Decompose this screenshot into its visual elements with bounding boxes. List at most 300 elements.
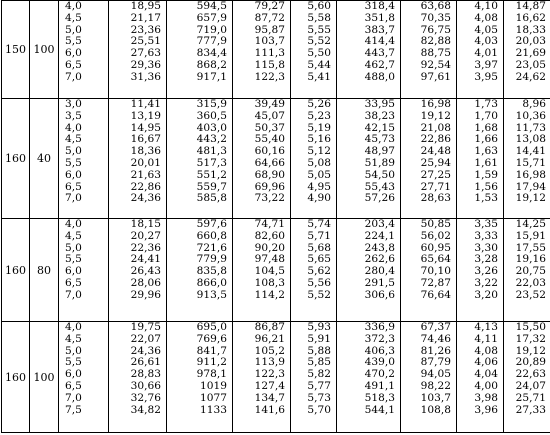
table-value: 1,53 (474, 192, 498, 205)
value-column-cell (109, 322, 167, 433)
table-value: 336,9 (364, 321, 395, 333)
value-column-cell (291, 99, 337, 219)
value-column-cell (401, 99, 457, 219)
value-column-cell (504, 219, 550, 322)
table-value: 4,0 (65, 0, 82, 12)
value-column-cell (457, 322, 504, 433)
table-value: 470,2 (364, 368, 395, 381)
value-column-cell (504, 322, 550, 433)
table-value: 6,0 (65, 47, 82, 60)
table-value: 4,05 (474, 23, 498, 36)
value-column-cell (504, 99, 550, 219)
table-value: 113,9 (254, 356, 285, 369)
value-column-cell (401, 219, 457, 322)
table-value: 1,70 (474, 109, 498, 122)
table-value: 87,72 (254, 11, 285, 24)
table-value: 20,27 (130, 229, 161, 242)
table-value: 4,5 (65, 11, 82, 24)
table-value: 97,48 (254, 253, 285, 266)
table-value: 70,35 (420, 11, 451, 24)
table-value: 76,64 (420, 288, 451, 301)
table-value: 81,26 (420, 344, 451, 357)
table-value: 5,41 (307, 70, 331, 83)
table-value: 5,5 (65, 35, 82, 48)
table-value: 262,6 (364, 253, 395, 266)
table-value: 4,5 (65, 133, 82, 146)
table-value: 74,71 (254, 218, 285, 230)
table-value: 5,12 (307, 145, 331, 158)
table-value: 18,15 (130, 218, 161, 230)
table-value: 16,62 (515, 11, 546, 24)
table-value: 24,36 (130, 344, 161, 357)
table-value: 20,03 (515, 35, 546, 48)
table-value: 5,93 (307, 321, 331, 333)
value-column-cell (337, 99, 401, 219)
table-value: 5,71 (307, 229, 331, 242)
table-value: 3,95 (474, 70, 498, 83)
table-value: 21,08 (420, 121, 451, 134)
table-value: 65,64 (420, 253, 451, 266)
table-value: 5,5 (65, 356, 82, 369)
table-value: 4,13 (474, 321, 498, 333)
table-value: 141,6 (254, 403, 285, 416)
table-value: 22,03 (515, 276, 546, 289)
table-value: 462,7 (364, 58, 395, 71)
table-value: 3,20 (474, 288, 498, 301)
table-value: 68,90 (254, 168, 285, 181)
table-value: 3,26 (474, 265, 498, 278)
table-value: 6,0 (65, 265, 82, 278)
table-value: 5,56 (307, 276, 331, 289)
value-column-cell (59, 1, 109, 99)
table-value: 25,94 (420, 156, 451, 169)
table-value: 87,79 (420, 356, 451, 369)
table-value: 5,73 (307, 391, 331, 404)
table-value: 50,85 (420, 218, 451, 230)
table-value: 50,37 (254, 121, 285, 134)
table-value: 5,65 (307, 253, 331, 266)
table-value: 45,73 (364, 133, 395, 146)
table-value: 24,36 (130, 192, 161, 205)
table-value: 1,63 (474, 145, 498, 158)
table-value: 5,68 (307, 241, 331, 254)
table-value: 6,0 (65, 368, 82, 381)
table-value: 544,1 (364, 403, 395, 416)
table-value: 18,36 (130, 145, 161, 158)
table-value: 3,0 (65, 98, 82, 110)
table-value: 20,75 (515, 265, 546, 278)
table-value: 414,4 (364, 35, 395, 48)
table-value: 5,5 (65, 253, 82, 266)
value-column-cell (291, 322, 337, 433)
table-value: 721,6 (196, 241, 227, 254)
table-value: 17,32 (515, 332, 546, 345)
table-value: 866,0 (196, 276, 227, 289)
table-value: 15,71 (515, 156, 546, 169)
table-value: 14,41 (515, 145, 546, 158)
table-value: 518,3 (364, 391, 395, 404)
table-value: 517,3 (196, 156, 227, 169)
table-value: 22,63 (515, 368, 546, 381)
table-value: 559,7 (196, 180, 227, 193)
value-column-cell (59, 99, 109, 219)
table-value: 1,56 (474, 180, 498, 193)
table-value: 28,83 (130, 368, 161, 381)
table-value: 360,5 (196, 109, 227, 122)
table-value: 5,74 (307, 218, 331, 230)
table-row (2, 1, 550, 99)
table-value: 16,98 (420, 98, 451, 110)
table-value: 660,8 (196, 229, 227, 242)
table-value: 60,16 (254, 145, 285, 158)
table-value: 351,8 (364, 11, 395, 24)
table-value: 3,22 (474, 276, 498, 289)
value-column-cell (457, 1, 504, 99)
table-value: 769,6 (196, 332, 227, 345)
table-value: 4,08 (474, 344, 498, 357)
table-value: 18,95 (130, 0, 161, 12)
table-value: 69,96 (254, 180, 285, 193)
table-value: 1,59 (474, 168, 498, 181)
table-value: 16,98 (515, 168, 546, 181)
table-value: 372,3 (364, 332, 395, 345)
table-value: 127,4 (254, 379, 285, 392)
table-value: 17,94 (515, 180, 546, 193)
table-value: 978,1 (196, 368, 227, 381)
table-value: 14,25 (515, 218, 546, 230)
table-value: 5,85 (307, 356, 331, 369)
table-row (2, 99, 550, 219)
table-value: 868,2 (196, 58, 227, 71)
dimension-h-cell: 160 (2, 99, 30, 219)
table-value: 3,5 (65, 109, 82, 122)
table-value: 19,12 (515, 192, 546, 205)
table-value: 3,97 (474, 58, 498, 71)
table-value: 115,8 (254, 58, 285, 71)
table-value: 243,8 (364, 241, 395, 254)
table-value: 443,2 (196, 133, 227, 146)
table-value: 280,4 (364, 265, 395, 278)
table-value: 5,60 (307, 0, 331, 12)
value-column-cell (401, 322, 457, 433)
table-value: 88,75 (420, 47, 451, 60)
table-value: 64,66 (254, 156, 285, 169)
table-value: 13,08 (515, 133, 546, 146)
dimension-b-cell: 80 (30, 219, 59, 322)
value-column-cell (233, 219, 291, 322)
table-value: 55,40 (254, 133, 285, 146)
table-value: 406,3 (364, 344, 395, 357)
value-column-cell (109, 99, 167, 219)
value-column-cell (167, 322, 233, 433)
table-value: 23,05 (515, 58, 546, 71)
value-column-cell (337, 322, 401, 433)
table-value: 79,27 (254, 0, 285, 12)
table-value: 318,4 (364, 0, 395, 12)
dimension-b-cell: 40 (30, 99, 59, 219)
table-value: 5,50 (307, 47, 331, 60)
table-value: 5,62 (307, 265, 331, 278)
table-value: 4,95 (307, 180, 331, 193)
table-value: 21,17 (130, 11, 161, 24)
table-value: 30,66 (130, 379, 161, 392)
table-value: 82,88 (420, 35, 451, 48)
table-value: 19,16 (515, 253, 546, 266)
table-value: 1,68 (474, 121, 498, 134)
table-value: 25,71 (515, 391, 546, 404)
table-value: 3,35 (474, 218, 498, 230)
table-value: 1,66 (474, 133, 498, 146)
table-value: 4,00 (474, 379, 498, 392)
table-value: 63,68 (420, 0, 451, 12)
table-value: 38,23 (364, 109, 395, 122)
table-value: 5,58 (307, 11, 331, 24)
table-value: 3,96 (474, 403, 498, 416)
value-column-cell (59, 322, 109, 433)
table-value: 6,5 (65, 379, 82, 392)
table-value: 7,0 (65, 288, 82, 301)
table-value: 719,0 (196, 23, 227, 36)
table-value: 92,54 (420, 58, 451, 71)
table-value: 97,61 (420, 70, 451, 83)
table-value: 23,36 (130, 23, 161, 36)
table-value: 45,07 (254, 109, 285, 122)
table-value: 7,5 (65, 403, 82, 416)
table-value: 48,97 (364, 145, 395, 158)
table-value: 42,15 (364, 121, 395, 134)
table-value: 22,36 (130, 241, 161, 254)
table-value: 76,75 (420, 23, 451, 36)
table-value: 24,41 (130, 253, 161, 266)
table-value: 22,86 (420, 133, 451, 146)
table-value: 5,55 (307, 23, 331, 36)
table-value: 7,0 (65, 192, 82, 205)
table-value: 20,89 (515, 356, 546, 369)
value-column-cell (291, 219, 337, 322)
table-value: 32,76 (130, 391, 161, 404)
table-value: 4,03 (474, 35, 498, 48)
table-value: 777,9 (196, 35, 227, 48)
value-column-cell (504, 1, 550, 99)
table-value: 1,61 (474, 156, 498, 169)
value-column-cell (233, 99, 291, 219)
table-value: 26,61 (130, 356, 161, 369)
table-value: 27,71 (420, 180, 451, 193)
table-value: 111,3 (254, 47, 285, 60)
table-value: 21,69 (515, 47, 546, 60)
table-value: 54,50 (364, 168, 395, 181)
table-value: 657,9 (196, 11, 227, 24)
table-value: 5,16 (307, 133, 331, 146)
value-column-cell (337, 1, 401, 99)
table-value: 779,9 (196, 253, 227, 266)
table-value: 122,3 (254, 70, 285, 83)
value-column-cell (291, 1, 337, 99)
table-value: 4,90 (307, 192, 331, 205)
table-value: 122,3 (254, 368, 285, 381)
table-value: 17,55 (515, 241, 546, 254)
section-table (1, 0, 550, 433)
table-value: 104,5 (254, 265, 285, 278)
table-value: 5,5 (65, 156, 82, 169)
table-value: 34,82 (130, 403, 161, 416)
table-value: 13,19 (130, 109, 161, 122)
table-value: 4,10 (474, 0, 498, 12)
table-value: 25,51 (130, 35, 161, 48)
value-column-cell (167, 1, 233, 99)
table-value: 24,48 (420, 145, 451, 158)
table-value: 597,6 (196, 218, 227, 230)
table-value: 695,0 (196, 321, 227, 333)
table-value: 18,33 (515, 23, 546, 36)
table-value: 488,0 (364, 70, 395, 83)
table-value: 33,95 (364, 98, 395, 110)
table-value: 94,05 (420, 368, 451, 381)
table-row (2, 322, 550, 433)
table-value: 403,0 (196, 121, 227, 134)
value-column-cell (457, 99, 504, 219)
table-value: 5,0 (65, 145, 82, 158)
table-value: 86,87 (254, 321, 285, 333)
table-value: 6,5 (65, 58, 82, 71)
table-value: 1133 (200, 403, 227, 416)
table-value: 11,73 (515, 121, 546, 134)
table-value: 98,22 (420, 379, 451, 392)
table-value: 5,0 (65, 23, 82, 36)
table-value: 31,36 (130, 70, 161, 83)
table-value: 10,36 (515, 109, 546, 122)
value-column-cell (401, 1, 457, 99)
table-value: 291,5 (364, 276, 395, 289)
table-value: 5,52 (307, 288, 331, 301)
table-value: 27,33 (515, 403, 546, 416)
value-column-cell (337, 219, 401, 322)
table-value: 108,8 (420, 403, 451, 416)
table-value: 22,86 (130, 180, 161, 193)
value-column-cell (167, 219, 233, 322)
dimension-h-cell: 160 (2, 219, 30, 322)
table-value: 60,95 (420, 241, 451, 254)
table-value: 19,75 (130, 321, 161, 333)
table-value: 16,67 (130, 133, 161, 146)
table-value: 29,36 (130, 58, 161, 71)
table-value: 383,7 (364, 23, 395, 36)
dimension-b-cell: 100 (30, 1, 59, 99)
table-value: 82,60 (254, 229, 285, 242)
value-column-cell (233, 322, 291, 433)
table-value: 4,0 (65, 121, 82, 134)
table-value: 6,0 (65, 168, 82, 181)
table-value: 56,02 (420, 229, 451, 242)
table-value: 491,1 (364, 379, 395, 392)
table-value: 5,77 (307, 379, 331, 392)
table-value: 74,46 (420, 332, 451, 345)
table-value: 594,5 (196, 0, 227, 12)
table-value: 108,3 (254, 276, 285, 289)
table-value: 585,8 (196, 192, 227, 205)
dimension-b-cell: 100 (30, 322, 59, 433)
dimension-h-cell: 150 (2, 1, 30, 99)
table-value: 224,1 (364, 229, 395, 242)
value-column-cell (457, 219, 504, 322)
table-value: 11,41 (130, 98, 161, 110)
table-value: 19,12 (420, 109, 451, 122)
table-value: 19,12 (515, 344, 546, 357)
table-value: 4,04 (474, 368, 498, 381)
table-value: 6,5 (65, 276, 82, 289)
table-value: 90,20 (254, 241, 285, 254)
table-value: 4,08 (474, 11, 498, 24)
table-value: 24,07 (515, 379, 546, 392)
table-value: 8,96 (522, 98, 546, 110)
table-value: 1077 (200, 391, 227, 404)
table-value: 39,49 (254, 98, 285, 110)
table-value: 439,0 (364, 356, 395, 369)
table-value: 5,19 (307, 121, 331, 134)
table-value: 4,5 (65, 332, 82, 345)
table-value: 15,50 (515, 321, 546, 333)
table-value: 29,96 (130, 288, 161, 301)
table-value: 96,21 (254, 332, 285, 345)
table-value: 103,7 (254, 35, 285, 48)
table-value: 5,44 (307, 58, 331, 71)
table-value: 26,43 (130, 265, 161, 278)
table-value: 28,06 (130, 276, 161, 289)
value-column-cell (167, 99, 233, 219)
table-value: 57,26 (364, 192, 395, 205)
table-row (2, 219, 550, 322)
table-value: 917,1 (196, 70, 227, 83)
value-column-cell (233, 1, 291, 99)
table-value: 835,8 (196, 265, 227, 278)
table-value: 4,0 (65, 321, 82, 333)
table-value: 5,82 (307, 368, 331, 381)
table-value: 3,33 (474, 229, 498, 242)
table-value: 28,63 (420, 192, 451, 205)
table-value: 1019 (200, 379, 227, 392)
table-value: 70,10 (420, 265, 451, 278)
table-value: 4,0 (65, 218, 82, 230)
table-value: 15,91 (515, 229, 546, 242)
table-value: 27,63 (130, 47, 161, 60)
table-value: 5,0 (65, 241, 82, 254)
table-value: 22,07 (130, 332, 161, 345)
table-value: 5,52 (307, 35, 331, 48)
table-value: 51,89 (364, 156, 395, 169)
value-column-cell (109, 219, 167, 322)
table-value: 913,5 (196, 288, 227, 301)
table-value: 14,95 (130, 121, 161, 134)
table-value: 67,37 (420, 321, 451, 333)
table-value: 5,08 (307, 156, 331, 169)
table-value: 306,6 (364, 288, 395, 301)
table-value: 95,87 (254, 23, 285, 36)
table-value: 5,91 (307, 332, 331, 345)
table-value: 55,43 (364, 180, 395, 193)
table-value: 911,2 (196, 356, 227, 369)
table-value: 6,5 (65, 180, 82, 193)
table-value: 7,0 (65, 70, 82, 83)
table-value: 3,28 (474, 253, 498, 266)
table-value: 4,01 (474, 47, 498, 60)
table-value: 481,3 (196, 145, 227, 158)
table-value: 14,87 (515, 0, 546, 12)
table-value: 443,7 (364, 47, 395, 60)
table-value: 5,70 (307, 403, 331, 416)
table-value: 5,05 (307, 168, 331, 181)
table-value: 7,0 (65, 391, 82, 404)
table-value: 5,88 (307, 344, 331, 357)
